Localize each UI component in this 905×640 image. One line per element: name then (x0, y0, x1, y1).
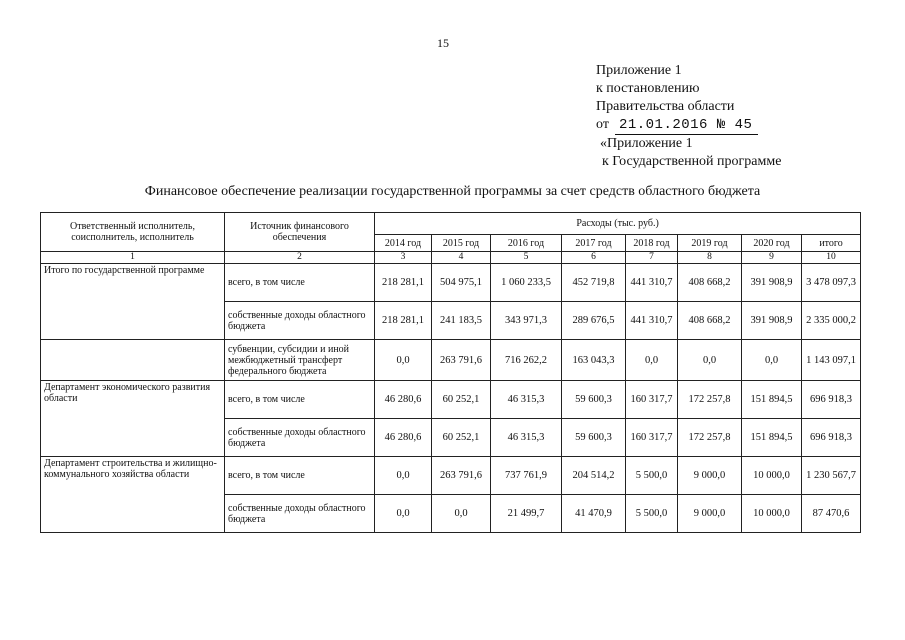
value-cell: 391 908,9 (742, 264, 802, 302)
column-number: 8 (678, 252, 742, 264)
finance-table (40, 212, 861, 533)
column-number: 3 (375, 252, 432, 264)
value-cell: 0,0 (375, 340, 432, 381)
value-cell: 737 761,9 (491, 457, 562, 495)
value-cell: 60 252,1 (432, 381, 491, 419)
value-cell: 172 257,8 (678, 419, 742, 457)
value-cell: 151 894,5 (742, 419, 802, 457)
header-year: 2017 год (562, 235, 626, 252)
value-cell: 391 908,9 (742, 302, 802, 340)
value-cell: 46 280,6 (375, 381, 432, 419)
value-cell: 0,0 (375, 495, 432, 533)
value-cell: 241 183,5 (432, 302, 491, 340)
value-cell: 1 060 233,5 (491, 264, 562, 302)
executor-cell: Департамент экономического развития области (41, 381, 225, 457)
value-cell: 46 315,3 (491, 419, 562, 457)
value-cell: 151 894,5 (742, 381, 802, 419)
value-cell: 716 262,2 (491, 340, 562, 381)
value-cell: 452 719,8 (562, 264, 626, 302)
source-cell: собственные доходы областного бюджета (225, 302, 375, 340)
value-cell: 59 600,3 (562, 381, 626, 419)
header-year: 2020 год (742, 235, 802, 252)
table-row (41, 340, 861, 381)
appendix-ot-label: от (596, 117, 609, 132)
value-cell: 0,0 (626, 340, 678, 381)
source-cell: всего, в том числе (225, 381, 375, 419)
value-cell: 60 252,1 (432, 419, 491, 457)
source-cell: всего, в том числе (225, 457, 375, 495)
value-cell: 2 335 000,2 (802, 302, 861, 340)
value-cell: 163 043,3 (562, 340, 626, 381)
value-cell: 10 000,0 (742, 457, 802, 495)
table-row (41, 264, 861, 302)
appendix-block (596, 62, 781, 171)
header-year: 2015 год (432, 235, 491, 252)
value-cell: 218 281,1 (375, 264, 432, 302)
value-cell: 1 143 097,1 (802, 340, 861, 381)
column-number: 7 (626, 252, 678, 264)
page-number: 15 (437, 36, 449, 50)
column-number: 2 (225, 252, 375, 264)
table-row (41, 381, 861, 419)
value-cell: 87 470,6 (802, 495, 861, 533)
header-year: 2018 год (626, 235, 678, 252)
header-year: 2016 год (491, 235, 562, 252)
header-total: итого (802, 235, 861, 252)
column-number: 4 (432, 252, 491, 264)
value-cell: 696 918,3 (802, 419, 861, 457)
header-source: Источник финансового обеспечения (225, 213, 375, 252)
column-number: 6 (562, 252, 626, 264)
value-cell: 3 478 097,3 (802, 264, 861, 302)
value-cell: 21 499,7 (491, 495, 562, 533)
value-cell: 160 317,7 (626, 419, 678, 457)
appendix-line-6: к Государственной программе (602, 154, 782, 169)
appendix-line-1: Приложение 1 (596, 63, 682, 78)
value-cell: 160 317,7 (626, 381, 678, 419)
table-row (41, 457, 861, 495)
value-cell: 343 971,3 (491, 302, 562, 340)
column-number: 1 (41, 252, 225, 264)
source-cell: субвенции, субсидии и иной межбюджетный трансферт федерального бюджета (225, 340, 375, 381)
header-responsible: Ответственный исполнитель, соисполнитель, исполнитель (41, 213, 225, 252)
appendix-line-2: к постановлению (596, 81, 700, 96)
value-cell: 408 668,2 (678, 302, 742, 340)
column-number: 9 (742, 252, 802, 264)
value-cell: 59 600,3 (562, 419, 626, 457)
appendix-date-number: 21.01.2016 № 45 (615, 116, 759, 135)
executor-cell (41, 340, 225, 381)
appendix-date-line (596, 116, 781, 135)
value-cell: 172 257,8 (678, 381, 742, 419)
header-year: 2019 год (678, 235, 742, 252)
document-title: Финансовое обеспечение реализации государственной программы за счет средств областного бюджета (144, 184, 761, 199)
value-cell: 0,0 (678, 340, 742, 381)
source-cell: всего, в том числе (225, 264, 375, 302)
value-cell: 408 668,2 (678, 264, 742, 302)
value-cell: 263 791,6 (432, 340, 491, 381)
value-cell: 218 281,1 (375, 302, 432, 340)
value-cell: 1 230 567,7 (802, 457, 861, 495)
column-number: 10 (802, 252, 861, 264)
header-year: 2014 год (375, 235, 432, 252)
value-cell: 204 514,2 (562, 457, 626, 495)
value-cell: 0,0 (375, 457, 432, 495)
value-cell: 9 000,0 (678, 495, 742, 533)
executor-cell: Итого по государственной программе (41, 264, 225, 340)
column-number: 5 (491, 252, 562, 264)
value-cell: 441 310,7 (626, 302, 678, 340)
value-cell: 289 676,5 (562, 302, 626, 340)
value-cell: 0,0 (432, 495, 491, 533)
value-cell: 46 280,6 (375, 419, 432, 457)
value-cell: 441 310,7 (626, 264, 678, 302)
appendix-line-3: Правительства области (596, 99, 735, 114)
value-cell: 5 500,0 (626, 495, 678, 533)
source-cell: собственные доходы областного бюджета (225, 419, 375, 457)
value-cell: 0,0 (742, 340, 802, 381)
value-cell: 10 000,0 (742, 495, 802, 533)
executor-cell: Департамент строительства и жилищно-коммунального хозяйства области (41, 457, 225, 533)
source-cell: собственные доходы областного бюджета (225, 495, 375, 533)
value-cell: 5 500,0 (626, 457, 678, 495)
value-cell: 504 975,1 (432, 264, 491, 302)
header-expenses: Расходы (тыс. руб.) (375, 213, 861, 235)
value-cell: 41 470,9 (562, 495, 626, 533)
value-cell: 46 315,3 (491, 381, 562, 419)
appendix-line-5: «Приложение 1 (600, 136, 693, 151)
value-cell: 9 000,0 (678, 457, 742, 495)
value-cell: 263 791,6 (432, 457, 491, 495)
value-cell: 696 918,3 (802, 381, 861, 419)
